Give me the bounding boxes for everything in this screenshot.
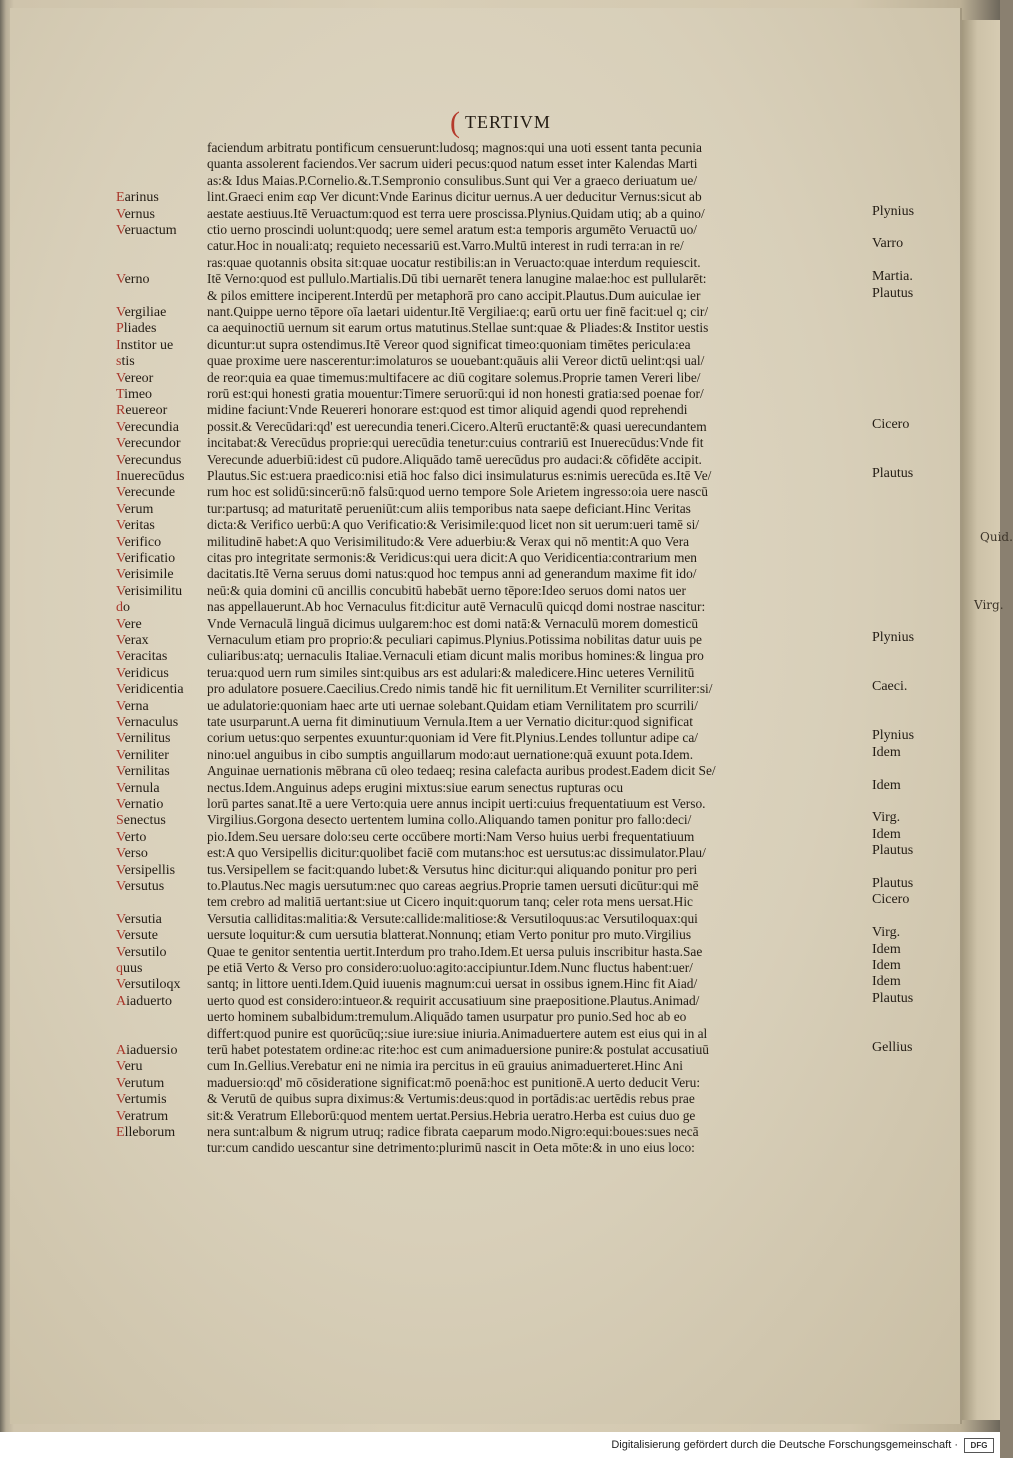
- margin-gloss-text: Aiaduerto: [116, 993, 172, 1009]
- margin-gloss: [116, 453, 181, 468]
- text-line: de reor:quia ea quae timemus:multifacere ac diū cogitare solemus.Proprie tamen Vereri libe/: [207, 369, 701, 385]
- margin-gloss-text: Reuereor: [116, 403, 168, 419]
- margin-gloss: [116, 567, 174, 582]
- margin-gloss-text: Verifico: [116, 534, 162, 550]
- margin-citation: Varro: [872, 236, 904, 252]
- text-line: catur.Hoc in nouali:atq; requieto necessariū est.Varro.Multū interest in rudi terra:an in re/: [207, 238, 684, 254]
- margin-gloss: [116, 551, 175, 566]
- running-head-text: TERTIVM: [465, 112, 551, 132]
- text-line: uerto quod est considero:intueor.& requirit accusatiuum sine praepositione.Plautus.Animad/: [207, 992, 700, 1008]
- margin-citation: Virg.: [872, 925, 901, 941]
- margin-citation: Idem: [872, 744, 901, 760]
- margin-citation: Plautus: [872, 466, 914, 481]
- text-line: quae proxime uere nascerentur:imolaturos se uouebant:quāuis alii Vereor dictū uelint:qsi ual/: [207, 353, 705, 369]
- margin-gloss-text: Vernus: [116, 206, 155, 222]
- text-line: pe etiā Verto & Verso pro considero:uoluo:agito:accipiuntur.Idem.Nunc fluctus habent:uer/: [207, 960, 693, 975]
- margin-gloss-text: Verecundus: [116, 452, 182, 468]
- margin-gloss: [116, 731, 170, 746]
- margin-gloss: [116, 584, 182, 599]
- margin-gloss: [116, 994, 172, 1009]
- margin-gloss: [116, 223, 177, 238]
- margin-gloss: [116, 387, 152, 402]
- text-line: corium uetus:quo serpentes exuuntur:quoniam id Vere fit.Plynius.Lendes tolluntur adipe ca/: [207, 730, 699, 746]
- text-line: Plautus.Sic est:uera praedico:nisi etiā hoc falso dici insimulaturus es:nimis uerecūda es.Itē Ve/: [207, 468, 712, 483]
- margin-gloss: [116, 403, 167, 418]
- margin-gloss: [116, 1092, 167, 1107]
- text-line: Verecunde aduerbiū:idest cū pudore.Aliquādo tamē uerecūdus pro audaci:& cōfidēte accipit.: [207, 451, 702, 467]
- margin-gloss: [116, 863, 175, 878]
- text-line: Vernaculum etiam pro proprio:& peculiari capimus.Plynius.Potissima nobilitas datur uuis pe: [207, 632, 703, 647]
- margin-gloss: [116, 682, 184, 697]
- text-line: incitabat:& Verecūdus proprie:qui uerecūdia tenetur:cuius contrariū est Inuerecūdus:Vnde fit: [207, 435, 704, 451]
- margin-gloss: [116, 420, 179, 435]
- margin-citation: Plynius: [872, 203, 915, 219]
- text-line: differt:quod punire est quorūcūq;:siue iure:siue iniuria.Animaduertere autem est eius qui in al: [207, 1025, 708, 1041]
- margin-citation: Virg.: [872, 810, 901, 826]
- margin-gloss-text: Vergiliae: [116, 305, 167, 320]
- text-line: neū:& quia domini cū ancillis concubitū habebāt uerno tēpore:Ideo seruos domi natos uer: [207, 582, 686, 598]
- text-line: ca aequinoctiū uernum sit earum ortus matutinus.Stellae sunt:quae & Pliades:& Institor uestis: [207, 320, 709, 336]
- margin-gloss: [116, 469, 184, 484]
- margin-gloss-text: Verisimilitu: [116, 583, 183, 599]
- margin-gloss-text: Pliades: [116, 321, 157, 337]
- margin-gloss-text: Verum: [116, 501, 154, 517]
- text-line: tur:partusq; ad maturitatē perueniūt:cum aliis temporibus nata saepe deficiant.Hinc Veritas: [207, 500, 691, 516]
- text-line: tate usurparunt.A uerna fit diminutiuum Vernula.Item a uer Vernatio dicitur:quod significat: [207, 714, 693, 729]
- text-line: Virgilius.Gorgona desecto uertentem lumina collo.Aliquando tamen ponitur pro fallo:deci/: [207, 812, 692, 828]
- margin-citation: Caeci.: [872, 679, 908, 695]
- margin-gloss: [116, 748, 169, 763]
- text-line: nant.Quippe uerno tēpore oīa laetari uidentur.Itē Vergiliae:q; earū ortu uer finē facit:uel q; cir/: [207, 304, 709, 319]
- margin-citation: Plautus: [872, 843, 914, 859]
- text-line: to.Plautus.Nec magis uersutum:nec quo careas aegrius.Proprie tamen uersuti dicūtur:qui mē: [207, 878, 699, 893]
- margin-gloss: [116, 207, 155, 222]
- margin-citation: Cicero: [872, 892, 910, 908]
- margin-gloss-text: Senectus: [116, 813, 166, 829]
- margin-gloss: [116, 305, 166, 320]
- margin-gloss: [116, 436, 181, 451]
- text-line: tur:cum candido uescantur sine detrimento:plurimū nascit in Oeta mōte:& in uno eius loco:: [207, 1140, 695, 1156]
- text-line: Anguinae uernationis mēbrana cū oleo tedaeq; resina calefacta auribus prodest.Eadem dicit Se/: [207, 763, 716, 779]
- margin-gloss: [116, 535, 161, 550]
- margin-gloss-text: Timeo: [116, 387, 153, 402]
- margin-gloss: [116, 928, 158, 943]
- margin-gloss: [116, 485, 175, 500]
- text-line: santq; in littore uenti.Idem.Quid iuuenis magnum:cui uersat in ossibus ignem.Hinc fit Aiad/: [207, 976, 698, 992]
- margin-gloss: [116, 797, 163, 812]
- text-line: culiaribus:atq; uernaculis Italiae.Vernaculi etiam dicunt malis moribus homines:& lingua pro: [207, 648, 704, 664]
- text-line: uersute loquitur:& cum uersutia blatterat.Nonnunq; etiam Verto ponitur pro muto.Virgilius: [207, 927, 692, 943]
- margin-gloss: [116, 813, 166, 828]
- margin-gloss-text: Versutilo: [116, 944, 167, 960]
- margin-citation: Cicero: [872, 416, 910, 432]
- text-line: est:A quo Versipellis dicitur:quolibet faciē com mutans:hoc est uersutus:ac dissimulator.Plau/: [207, 845, 706, 861]
- margin-gloss: [116, 830, 146, 845]
- margin-citation: Plynius: [872, 728, 915, 744]
- margin-citation: Idem: [872, 941, 901, 957]
- margin-gloss-text: Verno: [116, 272, 150, 288]
- margin-gloss: [116, 518, 155, 533]
- text-line: maduersio:qd' mō cōsideratione significat:mō poenā:hoc est punitionē.A uerto deducit Veru:: [207, 1074, 701, 1090]
- footer-credit: Digitalisierung gefördert durch die Deutsche Forschungsgemeinschaft ·: [611, 1439, 958, 1451]
- text-line: tus.Versipellem se facit:quando lubet:& Versutus hinc dicitur:qui aliquando ponitur pro peri: [207, 861, 698, 877]
- margin-gloss-text: Elleborum: [116, 1125, 176, 1140]
- margin-gloss: [116, 649, 167, 664]
- margin-gloss-text: Vernilitus: [116, 731, 171, 747]
- margin-gloss-text: Veridicentia: [116, 682, 184, 698]
- margin-citation: Idem: [872, 958, 901, 973]
- margin-gloss-text: Veridicus: [116, 665, 169, 681]
- margin-gloss-text: Verna: [116, 698, 149, 714]
- margin-gloss-text: Vernatio: [116, 797, 164, 812]
- margin-gloss: [116, 600, 130, 615]
- text-line: sit:& Veratrum Elleborū:quod mentem uertat.Persius.Hebria ueratro.Herba est cuius duo ge: [207, 1107, 696, 1123]
- margin-gloss-text: Verecundor: [116, 436, 181, 452]
- text-line: uerto hominem subalbidum:tremulum.Aliquādo tamen usurpatur pro punio.Sed hoc ab eo: [207, 1009, 687, 1025]
- text-line: & Verutū de quibus supra diximus:& Vertumis:deus:quod in portādis:ac uertēdis rebus prae: [207, 1091, 695, 1107]
- adjacent-fragment: Virg.: [974, 598, 1004, 612]
- margin-gloss: [116, 1125, 175, 1140]
- text-line: ue adulatorie:quoniam haec arte uti uernae solebant.Quidam etiam Vernilitatem pro scurrili/: [207, 697, 698, 713]
- adjacent-page-edge: [962, 20, 1013, 1420]
- margin-gloss: [116, 912, 162, 927]
- margin-gloss: [116, 371, 153, 386]
- adjacent-fragment: Quid.: [980, 530, 1013, 544]
- text-line: ctio uerno proscindi uolunt:quodq; uere semel aratum est:a temporis argumēto Veruactū uo/: [207, 222, 697, 237]
- margin-gloss-text: Vernula: [116, 780, 160, 796]
- margin-gloss-text: Vere: [116, 616, 142, 632]
- text-line: lint.Graeci enim εαρ Ver dicunt:Vnde Earinus dicitur uernus.A uer deducitur Vernus:sicut ab: [207, 189, 702, 205]
- margin-gloss-text: Veratrum: [116, 1108, 169, 1124]
- text-line: faciendum arbitratu pontificum censuerunt:ludosq; magnos:qui una uoti essent tanta pecunia: [207, 140, 702, 155]
- margin-gloss-text: Veritas: [116, 518, 155, 534]
- margin-gloss-text: Inuerecūdus: [116, 469, 185, 484]
- margin-gloss-text: Veruactum: [116, 223, 177, 238]
- margin-gloss: [116, 879, 164, 894]
- text-line: as:& Idus Maias.P.Cornelio.&.T.Sempronio consulibus.Sunt qui Ver a graeco deriuatum ue/: [207, 172, 698, 188]
- text-line: tem crebro ad malitiā uertant:siue ut Cicero inquit:quorum tanq; celer rota mens uersat.Hic: [207, 894, 693, 910]
- margin-gloss: [116, 354, 135, 369]
- margin-gloss: [116, 321, 156, 336]
- margin-citation: Gellius: [872, 1040, 913, 1055]
- text-line: dacitatis.Itē Verna seruus domi natus:quod hoc tempus anni ad generandum maxime fit ido/: [207, 566, 697, 582]
- book-page: [10, 8, 962, 1424]
- text-line: terua:quod uern rum similes sint:quibus ars est adulari:& maledicere.Hinc ueteres Vernilitū: [207, 664, 695, 680]
- margin-gloss-text: Verax: [116, 633, 149, 648]
- margin-gloss-text: Vertumis: [116, 1092, 167, 1108]
- text-line: militudinē habet:A quo Verisimilitudo:& Vere aduerbiu:& Verax qui nō mentit:A quo Vera: [207, 533, 690, 549]
- text-line: Quae te genitor sententia uertit.Interdum pro traho.Idem.Et uersa puluis inscribitur hasta.Sae: [207, 943, 703, 959]
- running-head: [450, 102, 551, 139]
- text-line: possit.& Verecūdari:qd' est uerecundia teneri.Cicero.Alterū eructantē:& quasi uerecundantem: [207, 418, 707, 434]
- margin-gloss: [116, 945, 167, 960]
- text-line: quanta assolerent faciendos.Ver sacrum uideri pecus:quod natum esset inter Kalendas Marti: [207, 156, 698, 172]
- text-line: citas pro integritate sermonis:& Veridicus:qui uera dicit:A quo Veridicentia:contrarium men: [207, 550, 697, 565]
- margin-gloss-text: Versutiloqx: [116, 977, 181, 993]
- text-line: rum hoc est solidū:sincerū:nō falsū:quod uerno tempore Sole Arietem ingresso:oia uere nascū: [207, 484, 708, 500]
- margin-gloss-text: Verificatio: [116, 551, 176, 566]
- margin-citation: Idem: [872, 974, 901, 990]
- margin-gloss-text: Versutus: [116, 879, 165, 894]
- rubric-mark: (: [450, 106, 461, 139]
- margin-gloss: [116, 666, 169, 681]
- margin-gloss: [116, 1109, 168, 1124]
- text-line: pio.Idem.Seu uersare dolo:seu certe occūbere morti:Nam Verso huius uerbi frequentatiuum: [207, 828, 695, 844]
- margin-citation: Idem: [872, 777, 901, 793]
- margin-gloss-text: Verniliter: [116, 747, 169, 763]
- margin-gloss: [116, 1076, 164, 1091]
- text-line: lorū partes sanat.Itē a uere Verto:quia uere annus incipit uerti:cuius frequentatiuum est Verso.: [207, 796, 706, 811]
- text-line: nino:uel anguibus in cibo sumptis anguillarum modo:aut uernatione:quā exuunt pota.Idem.: [207, 746, 694, 762]
- margin-citation: Idem: [872, 826, 901, 842]
- text-line: pro adulatore posuere.Caecilius.Credo nimis tandē hic fit uernilitum.Et Verniliter scurriliter:si/: [207, 681, 713, 697]
- margin-gloss-text: Versipellis: [116, 862, 176, 878]
- margin-gloss-text: do: [116, 600, 130, 616]
- margin-gloss: [116, 338, 173, 353]
- text-line: & pilos emittere inciperent.Interdū per metaphorā pro cano accipit.Plautus.Dum auiculae ier: [207, 287, 701, 303]
- dfg-logo: DFG: [964, 1438, 994, 1453]
- margin-gloss-text: Vernilitas: [116, 764, 170, 780]
- margin-gloss-text: stis: [116, 354, 135, 370]
- margin-gloss: [116, 633, 149, 648]
- margin-gloss: [116, 699, 149, 714]
- text-line: nas appellauerunt.Ab hoc Vernaculus fit:dicitur autē Vernaculū quicqd domi nostrae nascitur:: [207, 599, 706, 615]
- text-line: dicuntur:ut supra ostendimus.Itē Vereor quod significat timeo:quoniam timētes pericula:ea: [207, 336, 691, 352]
- margin-gloss: [116, 502, 153, 517]
- margin-gloss: [116, 272, 149, 287]
- text-line: midine faciunt:Vnde Reuereri honorare est:quod est timor aliquid agendi quod reprehendi: [207, 402, 688, 418]
- text-line: ras:quae quotannis obsita sit:quae uocatur restibilis:an in Veruacto:quae interdum requiescit.: [207, 254, 701, 270]
- text-line: Itē Verno:quod est pullulo.Martialis.Dū tibi uernarēt tenera lanugine malae:hoc est pullularēt:: [207, 271, 707, 287]
- margin-gloss-text: Verso: [116, 846, 148, 862]
- margin-gloss-text: Verutum: [116, 1075, 165, 1091]
- margin-citation: Plautus: [872, 285, 914, 301]
- margin-gloss-text: Veru: [116, 1059, 143, 1075]
- margin-gloss-text: Institor ue: [116, 337, 174, 353]
- margin-gloss-text: Earinus: [116, 190, 159, 206]
- margin-gloss: [116, 781, 160, 796]
- margin-gloss-text: Versutia: [116, 911, 162, 927]
- margin-citation: Plautus: [872, 876, 914, 891]
- margin-gloss-text: Vernaculus: [116, 715, 179, 730]
- margin-gloss: [116, 1059, 142, 1074]
- margin-gloss-text: Verecundia: [116, 419, 179, 435]
- text-line: dicta:& Verifico uerbū:A quo Verificatio:& Verisimile:quod licet non sit uerum:ueri tamē si/: [207, 517, 700, 533]
- margin-gloss-text: Vereor: [116, 370, 154, 386]
- margin-gloss: [116, 617, 142, 632]
- margin-gloss: [116, 1043, 177, 1058]
- margin-gloss-text: Verto: [116, 829, 147, 845]
- text-line: nera sunt:album & nigrum utruq; radice fibrata caeparum modo.Nigro:equi:boues:sues necā: [207, 1124, 699, 1139]
- margin-gloss-text: Veracitas: [116, 649, 168, 665]
- margin-gloss: [116, 977, 181, 992]
- text-line: Versutia calliditas:malitia:& Versute:callide:malitiose:& Versutiloquus:ac Versutiloquax:qui: [207, 910, 698, 926]
- margin-gloss-text: Versute: [116, 928, 158, 944]
- margin-citation: Martia.: [872, 269, 913, 285]
- margin-citation: Plautus: [872, 990, 914, 1006]
- text-line: aestate aestiuus.Itē Veruactum:quod est terra uere proscissa.Plynius.Quidam utiq; ab a quino/: [207, 205, 705, 221]
- digitization-footer: [0, 1432, 1000, 1458]
- text-line: rorū est:qui honesti gratia mouentur:Timere seruorū:qui id non honesti gratia:sed poenae for/: [207, 386, 704, 401]
- margin-citation: Plynius: [872, 630, 915, 645]
- text-line: terū habet potestatem ordine:ac rite:hoc est cum animaduersione punire:& postulat accusatiuū: [207, 1042, 709, 1057]
- margin-gloss: [116, 190, 159, 205]
- margin-gloss: [116, 715, 178, 730]
- margin-gloss-text: Verecunde: [116, 485, 176, 501]
- margin-gloss-text: Verisimile: [116, 567, 174, 583]
- margin-gloss: [116, 764, 170, 779]
- margin-gloss-text: Aiaduersio: [116, 1043, 178, 1058]
- text-line: nectus.Idem.Anguinus adeps erugini mixtus:siue earum senectus rupturas ocu: [207, 779, 624, 795]
- margin-gloss: [116, 846, 148, 861]
- text-line: Vnde Vernaculā linguā dicimus uulgarem:hoc est domi natā:& Vernaculū morem domesticū: [207, 615, 699, 631]
- margin-gloss-text: quus: [116, 961, 143, 976]
- text-line: cum In.Gellius.Verebatur eni ne nimia ira percitus in eū grauius animaduerteret.Hinc Ani: [207, 1058, 683, 1074]
- margin-gloss: [116, 961, 142, 976]
